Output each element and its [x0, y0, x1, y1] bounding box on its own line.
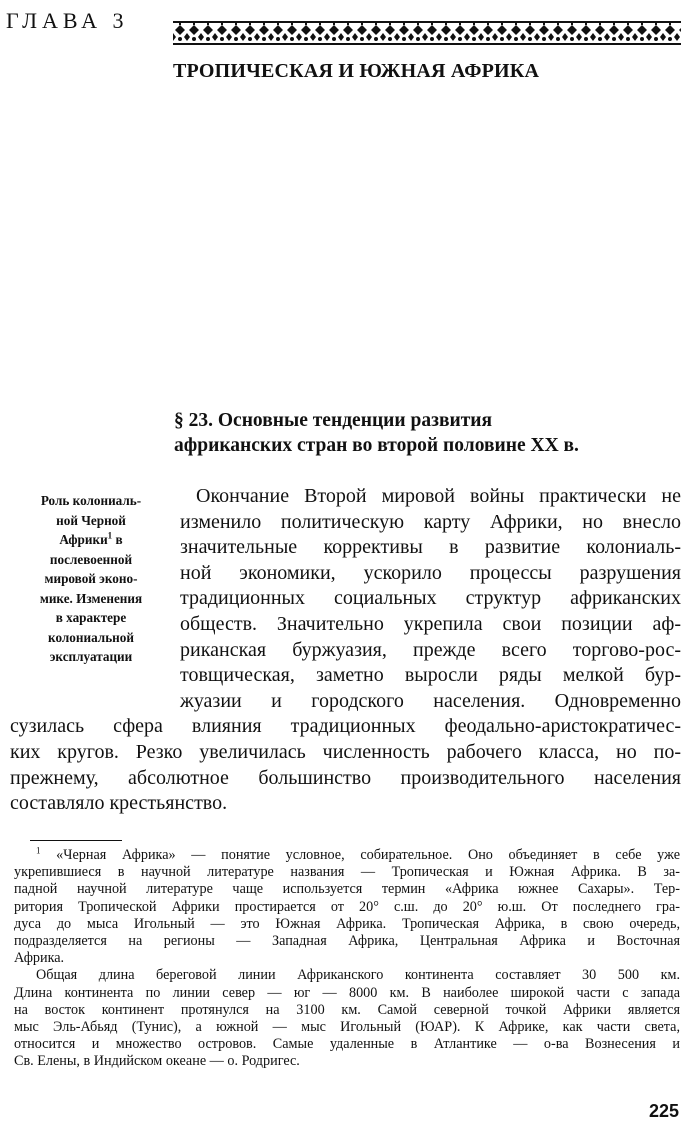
- body-line: Окончание Второй мировой войны практически не: [196, 485, 681, 507]
- footnote-divider: [30, 840, 122, 841]
- footnote-line: мыс Эль-Абьяд (Тунис), а южной — мыс Игольный (ЮАР). К Африке, как части света,: [14, 1018, 680, 1035]
- footnotes: [14, 847, 680, 1070]
- body-line: ной экономики, ускорило процессы разрушения: [180, 561, 681, 584]
- footnote-line: относится и множество островов. Самые удаленные в Атлантике — о-ва Вознесения и: [14, 1036, 680, 1053]
- margin-note-line: в характере: [55, 610, 127, 625]
- body-line: обществ. Значительно укрепила свои позиции аф-: [180, 612, 681, 635]
- body-line: составляло крестьянство.: [10, 792, 228, 815]
- footnote-line: падной научной литературе чаще используется термин «Африка южнее Сахары». Тер-: [14, 881, 680, 898]
- margin-note-line: послевоенной: [49, 551, 133, 567]
- body-line: ких кругов. Резко увеличилась численность рабочего класса, но по-: [10, 740, 681, 763]
- footnote-line: дуса до мыса Игольный — это Южная Африка. Тропическая Африка, в свою очередь,: [14, 915, 680, 932]
- margin-note-line: мировой эконо-: [44, 571, 138, 586]
- footnote-line: на восток континент протянулся на 3100 км. Самой северной точкой Африки является: [14, 1001, 680, 1018]
- footnote-line: Африка.: [14, 950, 65, 967]
- footnote-line: укрепившиеся в научной литературе названия — Тропическая и Южная Африка. В за-: [14, 864, 680, 881]
- body-paragraph: [10, 484, 681, 817]
- body-line: прежнему, абсолютное большинство производительного населения: [10, 766, 681, 789]
- margin-note-line: эксплуатации: [49, 649, 133, 664]
- body-line: риканская буржуазия, прежде всего торгово-рос-: [180, 638, 681, 661]
- footnote-line: [14, 847, 680, 864]
- section-heading-line: § 23. Основные тенденции развития: [174, 410, 493, 431]
- chapter-title: ТРОПИЧЕСКАЯ И ЮЖНАЯ АФРИКА: [173, 60, 540, 82]
- chapter-label: ГЛАВА 3: [6, 8, 129, 33]
- ornamental-rule: [173, 18, 681, 48]
- page-number: 225: [648, 1101, 679, 1121]
- footnote-line: Св. Елены, в Индийском океане — о. Родригес.: [14, 1053, 300, 1070]
- footnote-line: подразделяется на регионы — Западная Африка, Центральная Африка и Восточная: [14, 932, 680, 949]
- margin-note-line: Роль колониаль-: [40, 493, 142, 508]
- margin-note-line: мике. Изменения: [39, 590, 143, 606]
- margin-note-text: Африки: [59, 532, 108, 547]
- body-line: сузилась сфера влияния традиционных феодально-аристократичес-: [10, 715, 681, 738]
- body-line: значительные коррективы в развитие колониаль-: [180, 536, 681, 559]
- footnote-line: ритория Тропической Африки простирается от 20° с.ш. до 20° ю.ш. От последнего гра-: [14, 898, 680, 915]
- footnote-line: Общая длина береговой линии Африканского континента составляет 30 500 км.: [36, 967, 680, 984]
- margin-note-line: колониальной: [48, 629, 134, 645]
- footnote-line: Длина континента по линии север — юг — 8000 км. В наиболее широкой части с запада: [14, 984, 680, 1001]
- body-line: товщическая, заметно выросли ряды мелкой бур-: [180, 664, 681, 687]
- body-line: изменило политическую карту Африки, но внесло: [180, 510, 681, 533]
- footnote-marker: 1: [107, 530, 113, 541]
- body-line: жуазии и городского населения. Одновременно: [180, 689, 681, 712]
- footnote-text: «Черная Африка» — понятие условное, собирательное. Оно объединяет в себе уже: [56, 847, 680, 863]
- section-heading: [174, 408, 684, 458]
- section-heading-line: африканских стран во второй половине XX в.: [174, 435, 579, 456]
- margin-note-text: в: [112, 532, 123, 547]
- margin-note-line: ной Черной: [56, 512, 126, 528]
- footnote-marker: 1: [36, 845, 41, 856]
- body-line: традиционных социальных структур африканских: [180, 587, 681, 610]
